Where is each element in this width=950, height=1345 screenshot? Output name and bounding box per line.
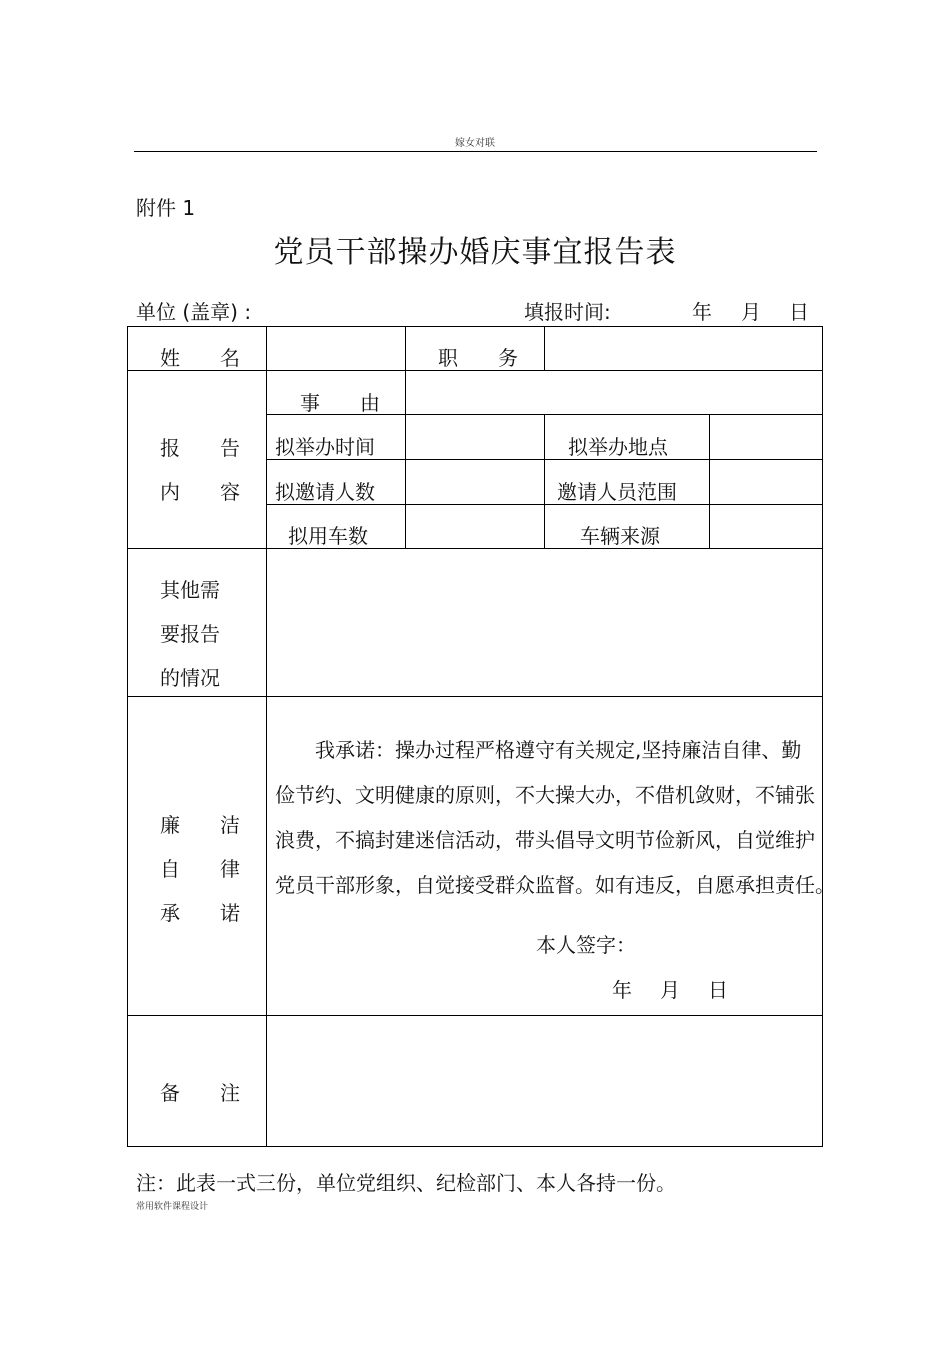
event-time-label: 拟举办时间 (275, 435, 375, 459)
table-border-bottom (127, 1146, 823, 1147)
remark-field[interactable] (268, 1017, 821, 1145)
cell-divider (709, 414, 710, 548)
other-label-line2: 要报告 (160, 622, 220, 646)
cell-divider (544, 414, 545, 548)
cell-divider (405, 370, 406, 548)
promise-text (275, 728, 845, 908)
page-title: 党员干部操办婚庆事宜报告表 (273, 235, 677, 270)
footnote: 注：此表一式三份，单位党组织、纪检部门、本人各持一份。 (136, 1171, 676, 1195)
promise-line: 浪费，不搞封建迷信活动，带头倡导文明节俭新风，自觉维护 (275, 828, 815, 852)
row-divider (127, 696, 823, 697)
invite-count-field[interactable] (407, 461, 543, 503)
report-label-line2: 内 容 (160, 480, 240, 504)
car-count-field[interactable] (407, 506, 543, 547)
remark-label: 备 注 (160, 1081, 240, 1105)
other-label-line3: 的情况 (160, 666, 220, 690)
fill-time-label: 填报时间: (524, 300, 611, 324)
integrity-label-line3: 承 诺 (160, 901, 240, 925)
promise-line: 我承诺：操办过程严格遵守有关规定,坚持廉洁自律、勤 (275, 738, 802, 762)
reason-label: 事 由 (300, 391, 380, 415)
integrity-label-line1: 廉 洁 (160, 813, 240, 837)
cell-divider (405, 326, 406, 370)
row-divider (127, 1015, 823, 1016)
report-label-line1: 报 告 (160, 436, 240, 460)
event-place-field[interactable] (711, 416, 821, 458)
position-label: 职 务 (438, 346, 518, 370)
row-divider (127, 548, 823, 549)
page-header: 嫁女对联 (455, 138, 495, 149)
car-source-field[interactable] (711, 506, 821, 547)
unit-label: 单位 (盖章) : (136, 300, 252, 324)
name-label: 姓 名 (160, 346, 240, 370)
date-year: 年 (692, 300, 712, 324)
attachment-label: 附件 1 (136, 196, 196, 220)
other-situations-field[interactable] (268, 550, 821, 695)
event-place-label: 拟举办地点 (568, 435, 668, 459)
table-border-left (127, 326, 128, 1147)
date-day: 日 (789, 300, 809, 324)
reason-field[interactable] (407, 372, 821, 413)
sign-year: 年 (612, 978, 632, 1002)
event-time-field[interactable] (407, 416, 543, 458)
signature-label: 本人签字： (536, 933, 636, 957)
other-label-line1: 其他需 (160, 578, 220, 602)
page-footer: 常用软件课程设计 (136, 1202, 209, 1212)
sign-month: 月 (660, 978, 680, 1002)
sign-day: 日 (708, 978, 728, 1002)
car-source-label: 车辆来源 (580, 524, 660, 548)
invite-scope-field[interactable] (711, 461, 821, 503)
promise-line: 党员干部形象，自觉接受群众监督。如有违反，自愿承担责任。 (275, 873, 835, 897)
car-count-label: 拟用车数 (288, 524, 368, 548)
promise-line: 俭节约、文明健康的原则，不大操大办，不借机敛财，不铺张 (275, 783, 815, 807)
header-rule (134, 151, 817, 152)
cell-divider (544, 326, 545, 370)
table-col-divider (266, 326, 267, 1147)
position-field[interactable] (546, 328, 821, 369)
date-month: 月 (741, 300, 761, 324)
name-field[interactable] (268, 328, 404, 369)
invite-scope-label: 邀请人员范围 (557, 480, 677, 504)
integrity-label-line2: 自 律 (160, 857, 240, 881)
invite-count-label: 拟邀请人数 (275, 480, 375, 504)
table-border-top (127, 326, 823, 327)
